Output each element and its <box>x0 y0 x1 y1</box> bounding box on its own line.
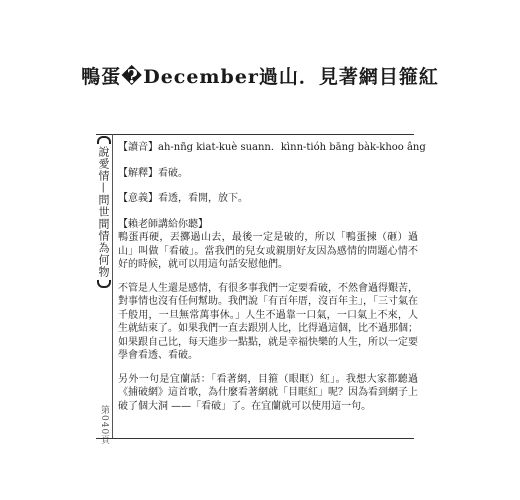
bottom-rule <box>96 438 414 439</box>
chapter-label: 說愛情—問世間情為何物 <box>97 146 110 278</box>
top-rule <box>96 134 414 135</box>
paragraph-2: 不管是人生還是感情，有很多事我們一定要看破，不然會過得艱苦，對事情也沒有任何幫助。我們說「有百年厝，沒百年主」，「三寸氣在千般用，一旦無常萬事休。」人生不過靠一口氣，一口氣上不來，人生就結束了。如果我們一直去跟別人比，比得過這個，比不過那個；如果跟自己比，每天進步一點點，就是幸福快樂的人生，所以一定要學會看透、看破。 <box>118 282 418 361</box>
significance-value: 看透，看開，放下。 <box>158 193 248 204</box>
significance-row <box>118 192 418 206</box>
teacher-heading: 【賴老師講給你聽】 <box>118 218 208 230</box>
meaning-value: 看破。 <box>158 167 188 179</box>
meaning-row <box>118 167 418 181</box>
bracket-top-icon <box>97 136 111 144</box>
reading-row <box>118 141 426 155</box>
page-title: 鴨蛋�December過山．見著網目箍紅 <box>81 66 439 88</box>
paragraph-1: 鴨蛋再硬，丟擲過山去，最後一定是破的，所以「鴨蛋揀（砸）過山」叫做「看破」。當我們的兒女或親朋好友因為感情的問題心情不好的時候，就可以用這句話安慰他們。 <box>118 232 418 270</box>
chapter-side-tab <box>96 134 111 304</box>
reading-label: 【讀音】 <box>118 142 158 153</box>
side-divider <box>112 134 113 438</box>
meaning-label: 【解釋】 <box>118 167 158 179</box>
reading-value: ah-nñg kiat-kuè suann．kìnn-tióh bāng bàk-khoo âng <box>158 142 426 153</box>
significance-label: 【意義】 <box>118 193 158 204</box>
bracket-bottom-icon <box>97 280 111 288</box>
page-number: 第040頁 <box>99 405 109 446</box>
entry-content <box>118 141 426 413</box>
paragraph-3: 另外一句是宜蘭話：「看著網，目箍（眼眶）紅」。我想大家都聽過《捕破網》這首歌，為什麼看著網就「目眶紅」呢？因為看到網子上破了個大洞 ——「看破」了。在宜蘭就可以使用這一句。 <box>118 373 418 412</box>
